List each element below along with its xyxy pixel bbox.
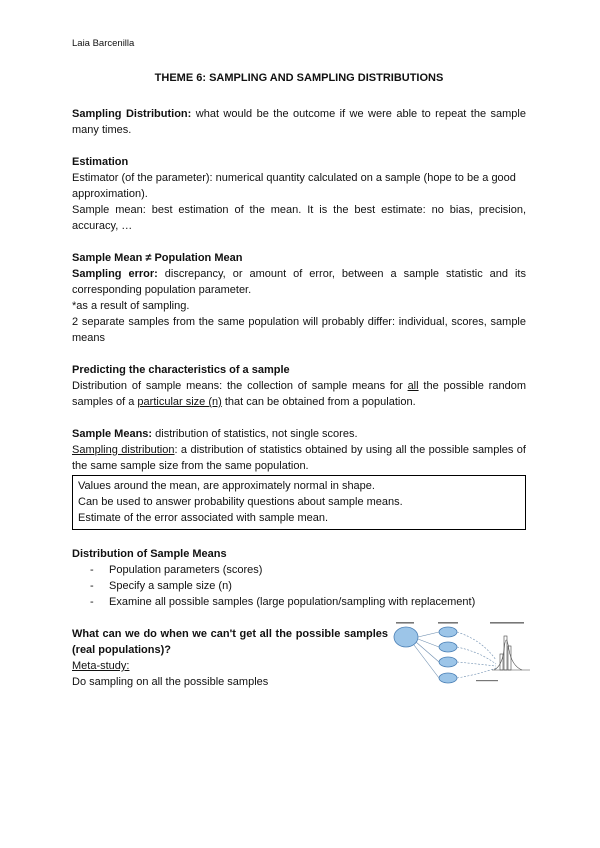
sample-means-text: distribution of statistics, not single scores. <box>152 428 358 440</box>
question-heading: What can we do when we can't get all the possible samples (real populations)? <box>72 628 388 656</box>
sampling-distribution-definition-text: : a distribution of statistics obtained by using all the possible samples of the same sample size from the same population. <box>72 444 526 472</box>
predicting-paragraph <box>72 378 526 410</box>
sampling-distribution-underlined: Sampling distribution <box>72 444 175 456</box>
predicting-heading: Predicting the characteristics of a sample <box>72 364 290 376</box>
sampling-distribution-paragraph <box>72 106 526 138</box>
separate-samples-text: 2 separate samples from the same population will probably differ: individual, scores, sample means <box>72 316 526 344</box>
sample-mean-text: Sample mean: best estimation of the mean. It is the best estimate: no bias, precision, accuracy, … <box>72 204 526 232</box>
box-line: Estimate of the error associated with sample mean. <box>78 512 329 524</box>
predicting-text-2: the possible random samples of a <box>72 380 526 408</box>
list-item: - Examine all possible samples (large population/sampling with replacement) <box>90 594 526 610</box>
author-name: Laia Barcenilla <box>72 38 135 49</box>
sampling-distribution-term: Sampling Distribution: <box>72 108 192 120</box>
sampling-error-paragraph <box>72 266 526 298</box>
sampling-error-term: Sampling error: <box>72 268 158 280</box>
meta-study-text: Do sampling on all the possible samples <box>72 676 269 688</box>
list-item: - Population parameters (scores) <box>90 562 526 578</box>
connector-lines <box>414 632 496 678</box>
sampling-error-text: discrepancy, or amount of error, between a sample statistic and its corresponding population parameter. <box>72 268 526 296</box>
sampling-diagram-image <box>392 620 536 700</box>
question-section <box>72 626 526 690</box>
sample-vs-population-heading: Sample Mean ≠ Population Mean <box>72 252 243 264</box>
sampling-distribution-definition <box>72 442 526 474</box>
box-line: Can be used to answer probability questions about sample means. <box>78 496 403 508</box>
distribution-sketch <box>492 636 530 670</box>
box-line: Values around the mean, are approximately normal in shape. <box>78 480 375 492</box>
sample-means-term: Sample Means: <box>72 428 153 440</box>
predicting-text-1: Distribution of sample means: the collection of sample means for <box>72 380 408 392</box>
predicting-all: all <box>407 380 419 392</box>
document-body <box>72 106 526 690</box>
meta-study-label: Meta-study: <box>72 660 130 672</box>
population-node <box>394 627 418 647</box>
distribution-heading: Distribution of Sample Means <box>72 548 227 560</box>
distribution-list <box>72 562 526 610</box>
predicting-text-3: that can be obtained from a population. <box>221 396 416 408</box>
sampling-distribution-text: what would be the outcome if we were able to repeat the sample many times. <box>72 108 526 136</box>
predicting-particular-size: particular size (n) <box>137 396 222 408</box>
sample-means-paragraph <box>72 426 526 442</box>
properties-box <box>72 475 526 530</box>
sampling-note: *as a result of sampling. <box>72 300 190 312</box>
estimation-heading: Estimation <box>72 156 129 168</box>
document-title: THEME 6: SAMPLING AND SAMPLING DISTRIBUTIONS <box>154 72 444 84</box>
list-item: - Specify a sample size (n) <box>90 578 526 594</box>
sample-nodes <box>439 627 457 683</box>
estimator-text: Estimator (of the parameter): numerical quantity calculated on a sample (hope to be a good approximation). <box>72 172 516 200</box>
